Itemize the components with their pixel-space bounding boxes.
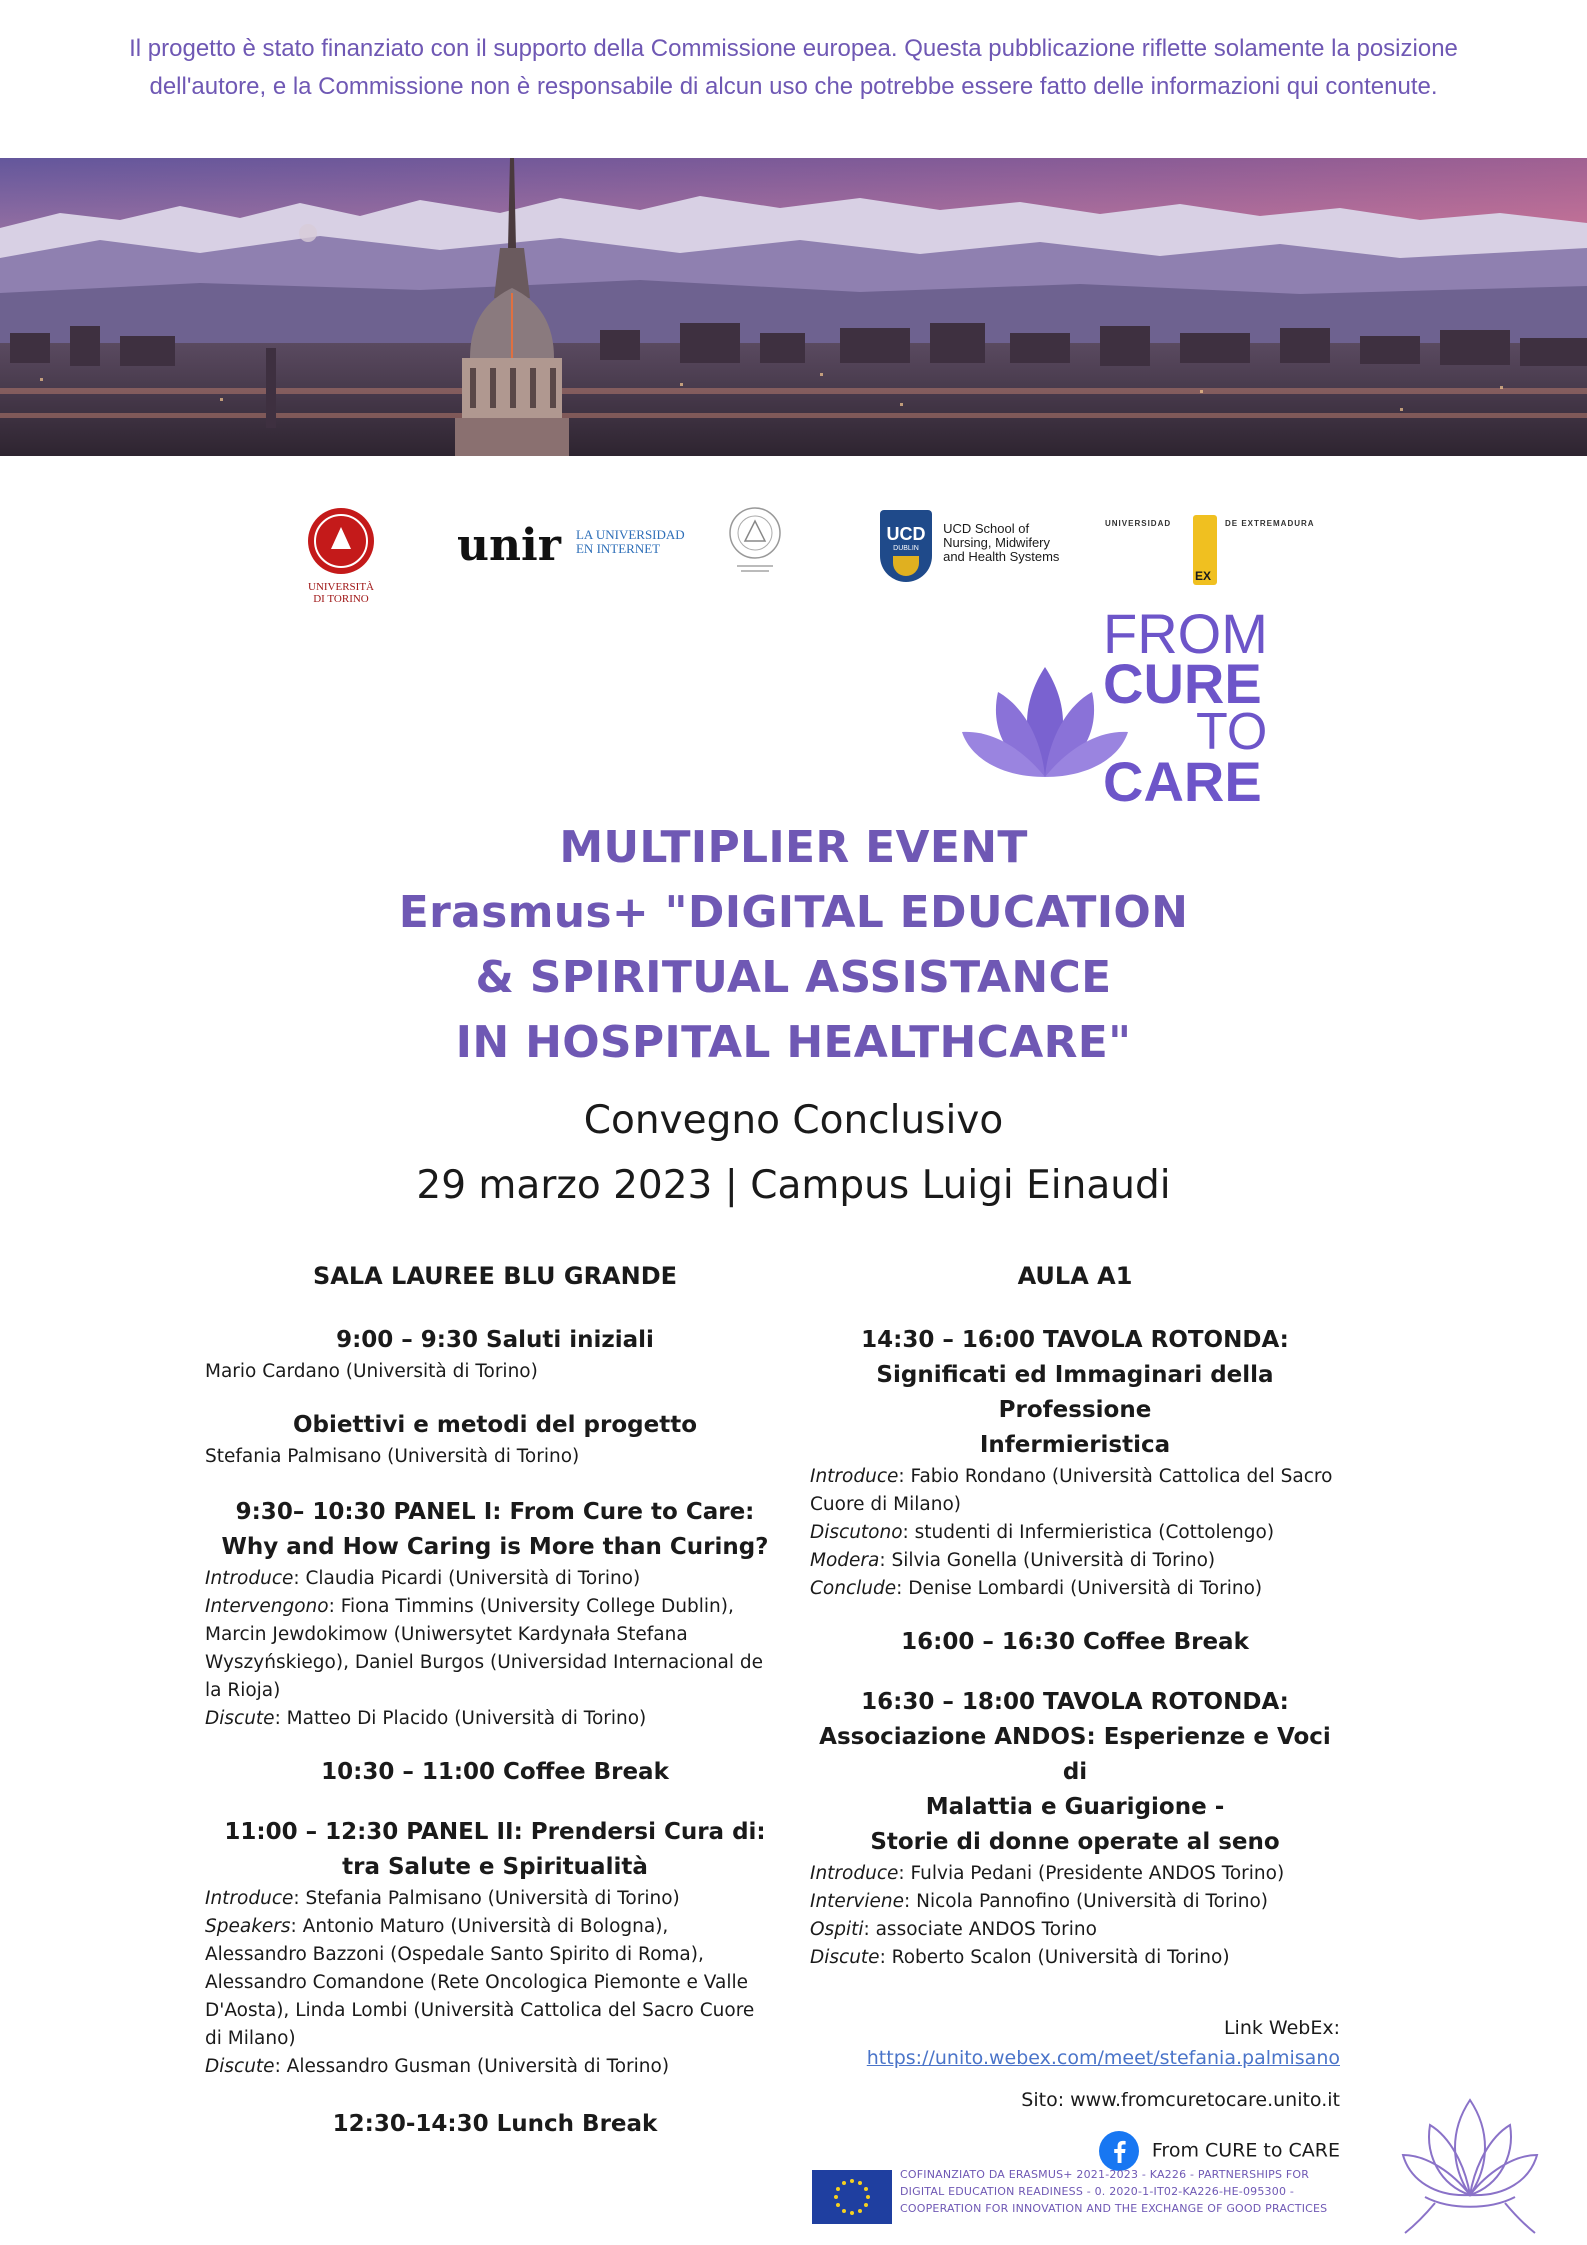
left-slot-3-line-6: Discute: Matteo Di Placido (Università di Torino) — [205, 1708, 647, 1729]
right-program-column — [810, 1262, 1340, 2173]
left-slot-4-line-5: D'Aosta), Linda Lombi (Università Cattolica del Sacro Cuore — [205, 2000, 755, 2021]
ucd-text-2: Nursing, Midwifery — [943, 535, 1051, 550]
webex-link[interactable]: https://unito.webex.com/meet/stefania.palmisano — [866, 2047, 1340, 2069]
partner-logos — [0, 495, 1587, 625]
uksw-logo — [727, 505, 783, 581]
ucd-text-1: UCD School of — [943, 521, 1030, 536]
subtitle-line-1: Convegno Conclusivo — [583, 1098, 1004, 1143]
left-slot-1-line: Mario Cardano (Università di Torino) — [205, 1361, 538, 1382]
uex-text-left: UNIVERSIDAD — [1105, 519, 1172, 528]
banner-image — [0, 158, 1587, 456]
ucd-badge-sub: DUBLIN — [893, 545, 919, 552]
webex-label: Link WebEx: — [1223, 2017, 1340, 2039]
title-line-4: IN HOSPITAL HEALTHCARE" — [455, 1017, 1132, 1068]
right-slot-1-title-2: Significati ed Immaginari della Professione — [876, 1362, 1274, 1423]
disclaimer — [0, 30, 1587, 106]
eu-flag — [812, 2170, 892, 2228]
unito-seal-icon — [305, 505, 377, 577]
eu-funding-text — [900, 2166, 1350, 2217]
right-slot-2-title-1: 16:30 – 18:00 TAVOLA ROTONDA: — [861, 1689, 1289, 1715]
uksw-seal-icon — [727, 505, 783, 577]
unir-logo-sub-2: EN INTERNET — [575, 541, 661, 556]
right-slot-1-line-4: Modera: Silvia Gonella (Università di Torino) — [810, 1550, 1216, 1571]
left-slot-3-line-2: Intervengono: Fiona Timmins (University College Dublin), — [205, 1596, 734, 1617]
lotus-outline-icon — [1395, 2085, 1545, 2240]
left-slot-4-title-2: tra Salute e Spiritualità — [342, 1854, 648, 1880]
right-coffee-break: 16:00 – 16:30 Coffee Break — [901, 1629, 1249, 1655]
left-slot-3-title-1: 9:30– 10:30 PANEL I: From Cure to Care: — [235, 1499, 755, 1525]
right-slot-1-line-2: Cuore di Milano) — [810, 1494, 962, 1515]
title-line-3: & SPIRITUAL ASSISTANCE — [475, 952, 1112, 1003]
left-slot-1-title: 9:00 – 9:30 Saluti iniziali — [336, 1327, 654, 1353]
eu-flag-icon — [812, 2170, 892, 2224]
right-slot-2-title-3: Malattia e Guarigione - — [925, 1794, 1225, 1820]
left-slot-2-title: Obiettivi e metodi del progetto — [293, 1412, 697, 1438]
ucd-logo — [880, 510, 1059, 582]
right-slot-1-line-5: Conclude: Denise Lombardi (Università di Torino) — [810, 1578, 1263, 1599]
right-slot-2-title-4: Storie di donne operate al seno — [870, 1829, 1280, 1855]
event-title — [0, 815, 1587, 1075]
unir-logo — [457, 520, 685, 571]
left-slot-4-line-1: Introduce: Stefania Palmisano (Università di Torino) — [205, 1888, 680, 1909]
left-slot-4-title-1: 11:00 – 12:30 PANEL II: Prendersi Cura di: — [224, 1819, 766, 1845]
left-lunch-break: 12:30-14:30 Lunch Break — [332, 2111, 658, 2137]
right-room-title: AULA A1 — [1017, 1262, 1133, 1290]
from-cure-to-care-logo — [960, 602, 1290, 812]
uex-mark: EX — [1195, 569, 1212, 583]
unito-logo-text: UNIVERSITÀ DI TORINO — [308, 581, 374, 605]
disclaimer-line-1: Il progetto è stato finanziato con il supporto della Commissione europea. Questa pubblicazione riflette solamente la posizione — [129, 35, 1458, 62]
uex-text-right: DE EXTREMADURA — [1225, 519, 1315, 528]
left-coffee-break: 10:30 – 11:00 Coffee Break — [321, 1759, 669, 1785]
fctc-from: FROM — [1103, 602, 1268, 665]
facebook-label: From CURE to CARE — [1151, 2139, 1340, 2162]
right-slot-1-line-1: Introduce: Fabio Rondano (Università Cattolica del Sacro — [810, 1466, 1333, 1487]
fctc-cure: CURE — [1103, 652, 1262, 715]
fctc-care: CARE — [1103, 750, 1262, 813]
disclaimer-line-2: dell'autore, e la Commissione non è responsabile di alcun uso che potrebbe essere fatto delle informazioni qui contenute. — [149, 73, 1438, 100]
left-program-column — [205, 1262, 785, 2137]
right-slot-1-title-3: Infermieristica — [979, 1432, 1171, 1458]
left-slot-4-line-3: Alessandro Bazzoni (Ospedale Santo Spirito di Roma), — [205, 1944, 704, 1965]
unir-logo-sub-1: LA UNIVERSIDAD — [575, 527, 685, 542]
eu-line-2: DIGITAL EDUCATION READINESS - 0. 2020-1-IT02-KA226-HE-095300 - — [900, 2185, 1295, 2198]
ucd-badge: UCD — [886, 524, 926, 544]
right-slot-2-line-1: Introduce: Fulvia Pedani (Presidente ANDOS Torino) — [810, 1863, 1285, 1884]
eu-line-1: COFINANZIATO DA ERASMUS+ 2021-2023 - KA226 - PARTNERSHIPS FOR — [900, 2168, 1310, 2181]
unito-logo — [305, 505, 377, 605]
site-link[interactable]: Sito: www.fromcuretocare.unito.it — [1021, 2089, 1340, 2111]
left-slot-3-line-3: Marcin Jewdokimow (Uniwersytet Kardynała Stefana — [205, 1624, 688, 1645]
right-slot-2-title-2: Associazione ANDOS: Esperienze e Voci di — [819, 1724, 1331, 1785]
title-line-2: Erasmus+ "DIGITAL EDUCATION — [398, 887, 1189, 938]
right-slot-1-line-3: Discutono: studenti di Infermieristica (Cottolengo) — [810, 1522, 1275, 1543]
ucd-text-3: and Health Systems — [943, 549, 1060, 564]
eu-line-3: COOPERATION FOR INNOVATION AND THE EXCHANGE OF GOOD PRACTICES — [900, 2202, 1328, 2215]
right-slot-1-title-1: 14:30 – 16:00 TAVOLA ROTONDA: — [861, 1327, 1289, 1353]
fctc-to: TO — [1196, 703, 1268, 761]
left-slot-4-line-4: Alessandro Comandone (Rete Oncologica Piemonte e Valle — [205, 1972, 749, 1993]
unir-logo-main: unir — [457, 520, 561, 571]
left-slot-2-line: Stefania Palmisano (Università di Torino) — [205, 1446, 580, 1467]
left-slot-4-line-7: Discute: Alessandro Gusman (Università di Torino) — [205, 2056, 670, 2077]
right-slot-2-line-3: Ospiti: associate ANDOS Torino — [810, 1919, 1097, 1940]
left-slot-3-title-2: Why and How Caring is More than Curing? — [221, 1534, 769, 1560]
left-slot-4-line-6: di Milano) — [205, 2028, 296, 2049]
right-slot-2-line-2: Interviene: Nicola Pannofino (Università di Torino) — [810, 1891, 1269, 1912]
subtitle-line-2: 29 marzo 2023 | Campus Luigi Einaudi — [416, 1163, 1171, 1208]
left-slot-4-line-2: Speakers: Antonio Maturo (Università di Bologna), — [205, 1916, 669, 1937]
right-slot-2-line-4: Discute: Roberto Scalon (Università di Torino) — [810, 1947, 1230, 1968]
left-slot-3-line-5: la Rioja) — [205, 1680, 281, 1701]
title-line-1: MULTIPLIER EVENT — [559, 822, 1028, 873]
left-room-title: SALA LAUREE BLU GRANDE — [312, 1262, 678, 1290]
left-slot-3-line-4: Wyszyńskiego), Daniel Burgos (Universidad Internacional de — [205, 1652, 764, 1673]
left-slot-3-line-1: Introduce: Claudia Picardi (Università di Torino) — [205, 1568, 641, 1589]
